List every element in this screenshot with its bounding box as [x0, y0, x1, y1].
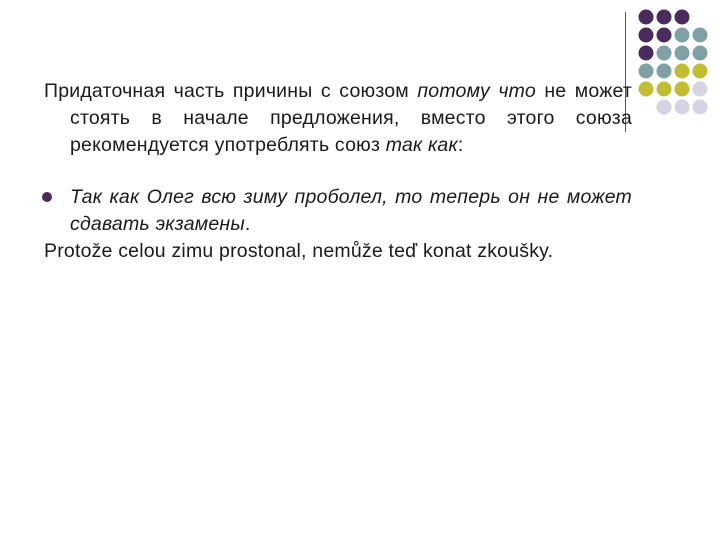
- decoration-dot-lavender: [657, 100, 672, 115]
- decoration-dot-purple: [657, 28, 672, 43]
- decoration-dot-lavender: [675, 100, 690, 115]
- decoration-dot-lavender: [693, 100, 708, 115]
- example-bullet: [44, 184, 632, 238]
- decoration-dot-purple: [639, 46, 654, 61]
- decoration-dot-olive: [675, 64, 690, 79]
- decoration-dot-teal: [675, 28, 690, 43]
- example-period: .: [244, 213, 251, 235]
- example-sentence: [44, 184, 632, 238]
- intro-text: Придаточная часть причины с союзом: [44, 80, 418, 102]
- decoration-dot-teal: [675, 46, 690, 61]
- conjunction-tak-kak: так как: [385, 134, 458, 156]
- decoration-dot-olive: [657, 82, 672, 97]
- decoration-dot-olive: [675, 82, 690, 97]
- decoration-dot-teal: [693, 46, 708, 61]
- decoration-dot-purple: [675, 10, 690, 25]
- intro-paragraph: [44, 78, 632, 159]
- slide-body: [44, 78, 632, 265]
- decoration-dot-olive: [693, 64, 708, 79]
- translation-paragraph: [44, 238, 632, 265]
- intro-rest-text: не может стоять в начале предложения, вместо этого союза рекомендуется употреблять союз: [70, 80, 632, 156]
- translation-text: Protože celou zimu prostonal, nemůže teď konat zkoušky.: [44, 240, 554, 262]
- intro-colon: :: [457, 134, 464, 156]
- conjunction-potomu-chto: потому что: [417, 80, 536, 102]
- decoration-dot-purple: [639, 28, 654, 43]
- decoration-dot-purple: [657, 10, 672, 25]
- decoration-dot-purple: [639, 10, 654, 25]
- decoration-dot-olive: [639, 82, 654, 97]
- bullet-icon: [42, 192, 52, 202]
- decoration-dot-teal: [657, 46, 672, 61]
- example-russian: Так как Олег всю зиму проболел, то теперь он не может сдавать экзамены: [70, 186, 632, 235]
- decoration-dot-lavender: [693, 82, 708, 97]
- decoration-dot-teal: [693, 28, 708, 43]
- decoration-dot-teal: [639, 64, 654, 79]
- decoration-dot-teal: [657, 64, 672, 79]
